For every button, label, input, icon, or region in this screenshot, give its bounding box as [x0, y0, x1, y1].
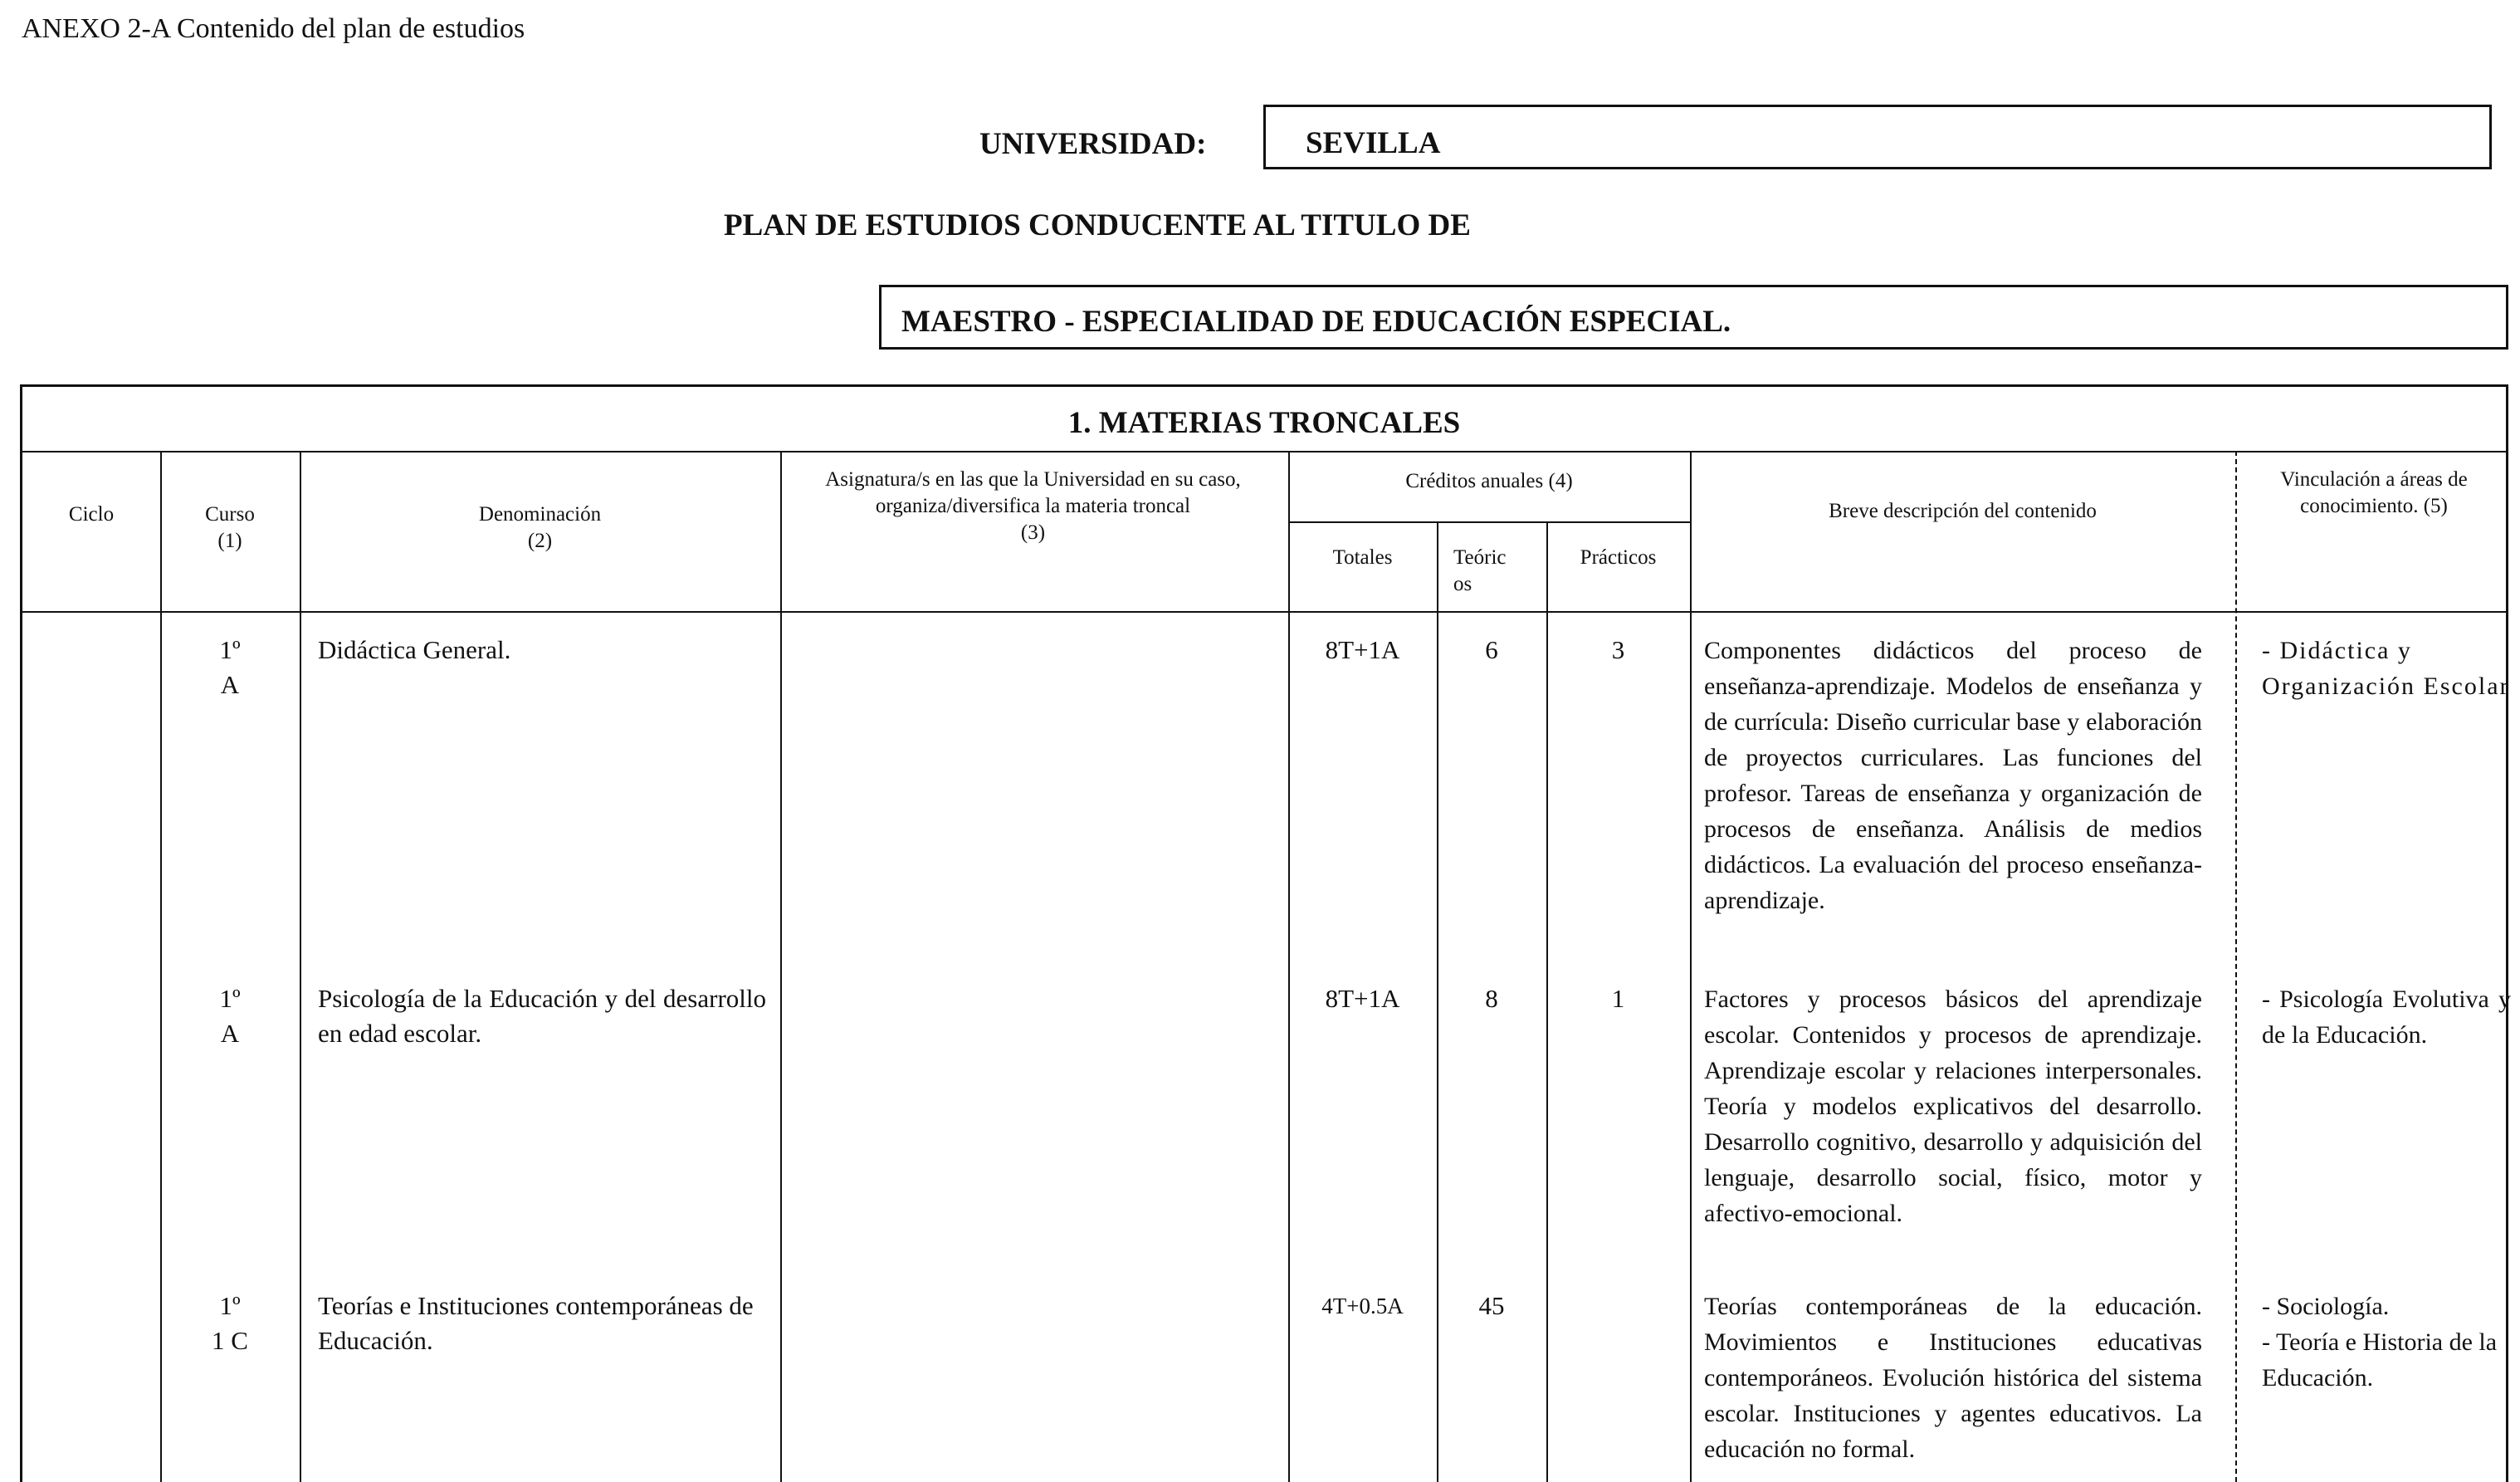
row-2-teoricos: 8 — [1485, 984, 1498, 1013]
col-rule-2 — [300, 451, 301, 1482]
university-label: UNIVERSIDAD: — [979, 127, 1207, 161]
row-3-curso: 1º 1 C — [212, 1291, 248, 1355]
row-3-denominacion: Teorías e Instituciones contemporáneas de Educación. — [318, 1291, 754, 1355]
row-2-practicos: 1 — [1611, 984, 1625, 1013]
section-title: 1. MATERIAS TRONCALES — [1067, 406, 1461, 440]
university-value: SEVILLA — [1306, 126, 1441, 160]
row-3-areas: - Sociología. - Teoría e Historia de la Educación. — [2262, 1293, 2498, 1392]
header-practicos: Prácticos — [1580, 546, 1657, 569]
header-descripcion: Breve descripción del contenido — [1829, 500, 2097, 522]
row-2-areas: - Psicología Evolutiva y de la Educación. — [2262, 986, 2511, 1049]
annex-title: ANEXO 2-A Contenido del plan de estudios — [22, 13, 525, 44]
row-1-curso: 1º A — [219, 635, 241, 699]
header-asignatura: Asignatura/s en las que la Universidad en su caso, organiza/diversifica la materia troncal (3) — [825, 468, 1241, 544]
row-3-teoricos: 45 — [1478, 1291, 1505, 1320]
row-3-descripcion: Teorías contemporáneas de la educación. Movimientos e Instituciones educativas contemporáneos. Evolución histórica del sistema escolar. Instituciones y agentes educativos. La educación no formal. — [1704, 1293, 2202, 1463]
row-1-denominacion: Didáctica General. — [318, 635, 511, 664]
row-1-totales: 8T+1A — [1325, 635, 1400, 664]
subjects-table — [20, 384, 2511, 1482]
row-1-teoricos: 6 — [1485, 635, 1498, 664]
header-totales: Totales — [1332, 546, 1393, 569]
header-top-rule — [22, 451, 2506, 452]
header-vinculacion: Vinculación a áreas de conocimiento. (5) — [2280, 468, 2468, 517]
header-creditos: Créditos anuales (4) — [1405, 470, 1573, 492]
row-2-descripcion: Factores y procesos básicos del aprendizaje escolar. Contenidos y procesos de aprendizaje. Aprendizaje escolar y relaciones interpersonales. Teoría y modelos explicativos del desarrollo. Desarrollo cognitivo, desarrollo y adquisición del lenguaje, desarrollo social, físico, motor y afectivo-emocional. — [1704, 986, 2202, 1227]
credits-subheader-rule — [1288, 521, 1690, 523]
row-1-practicos: 3 — [1611, 635, 1625, 664]
university-box — [1263, 105, 2492, 169]
row-2-totales: 8T+1A — [1325, 984, 1400, 1013]
col-rule-7 — [1690, 451, 1692, 1482]
row-2-curso: 1º A — [219, 984, 241, 1048]
header-bottom-rule — [22, 611, 2506, 613]
row-2-denominacion: Psicología de la Educación y del desarrollo en edad escolar. — [318, 984, 766, 1048]
col-rule-3 — [780, 451, 782, 1482]
header-curso: Curso (1) — [205, 503, 255, 552]
row-3-totales: 4T+0.5A — [1321, 1294, 1404, 1318]
degree-box — [879, 285, 2508, 350]
row-1-descripcion: Componentes didácticos del proceso de enseñanza-aprendizaje. Modelos de enseñanza y de currícula: Diseño curricular base y elaboración de proyectos curriculares. Las funciones del profesor. Tareas de enseñanza y organización de procesos de enseñanza. Análisis de medios didácticos. La evaluación del proceso enseñanza-aprendizaje. — [1704, 637, 2202, 914]
degree-value: MAESTRO - ESPECIALIDAD DE EDUCACIÓN ESPECIAL. — [901, 305, 1731, 339]
header-denominacion: Denominación (2) — [478, 503, 602, 552]
header-teoricos: Teóric os — [1453, 546, 1507, 595]
col-rule-8 — [2235, 451, 2237, 1482]
plan-title: PLAN DE ESTUDIOS CONDUCENTE AL TITULO DE — [724, 208, 1471, 242]
header-ciclo: Ciclo — [68, 503, 115, 526]
col-rule-4 — [1288, 451, 1290, 1482]
row-1-areas: - Didáctica y Organización Escolar — [2262, 637, 2510, 700]
